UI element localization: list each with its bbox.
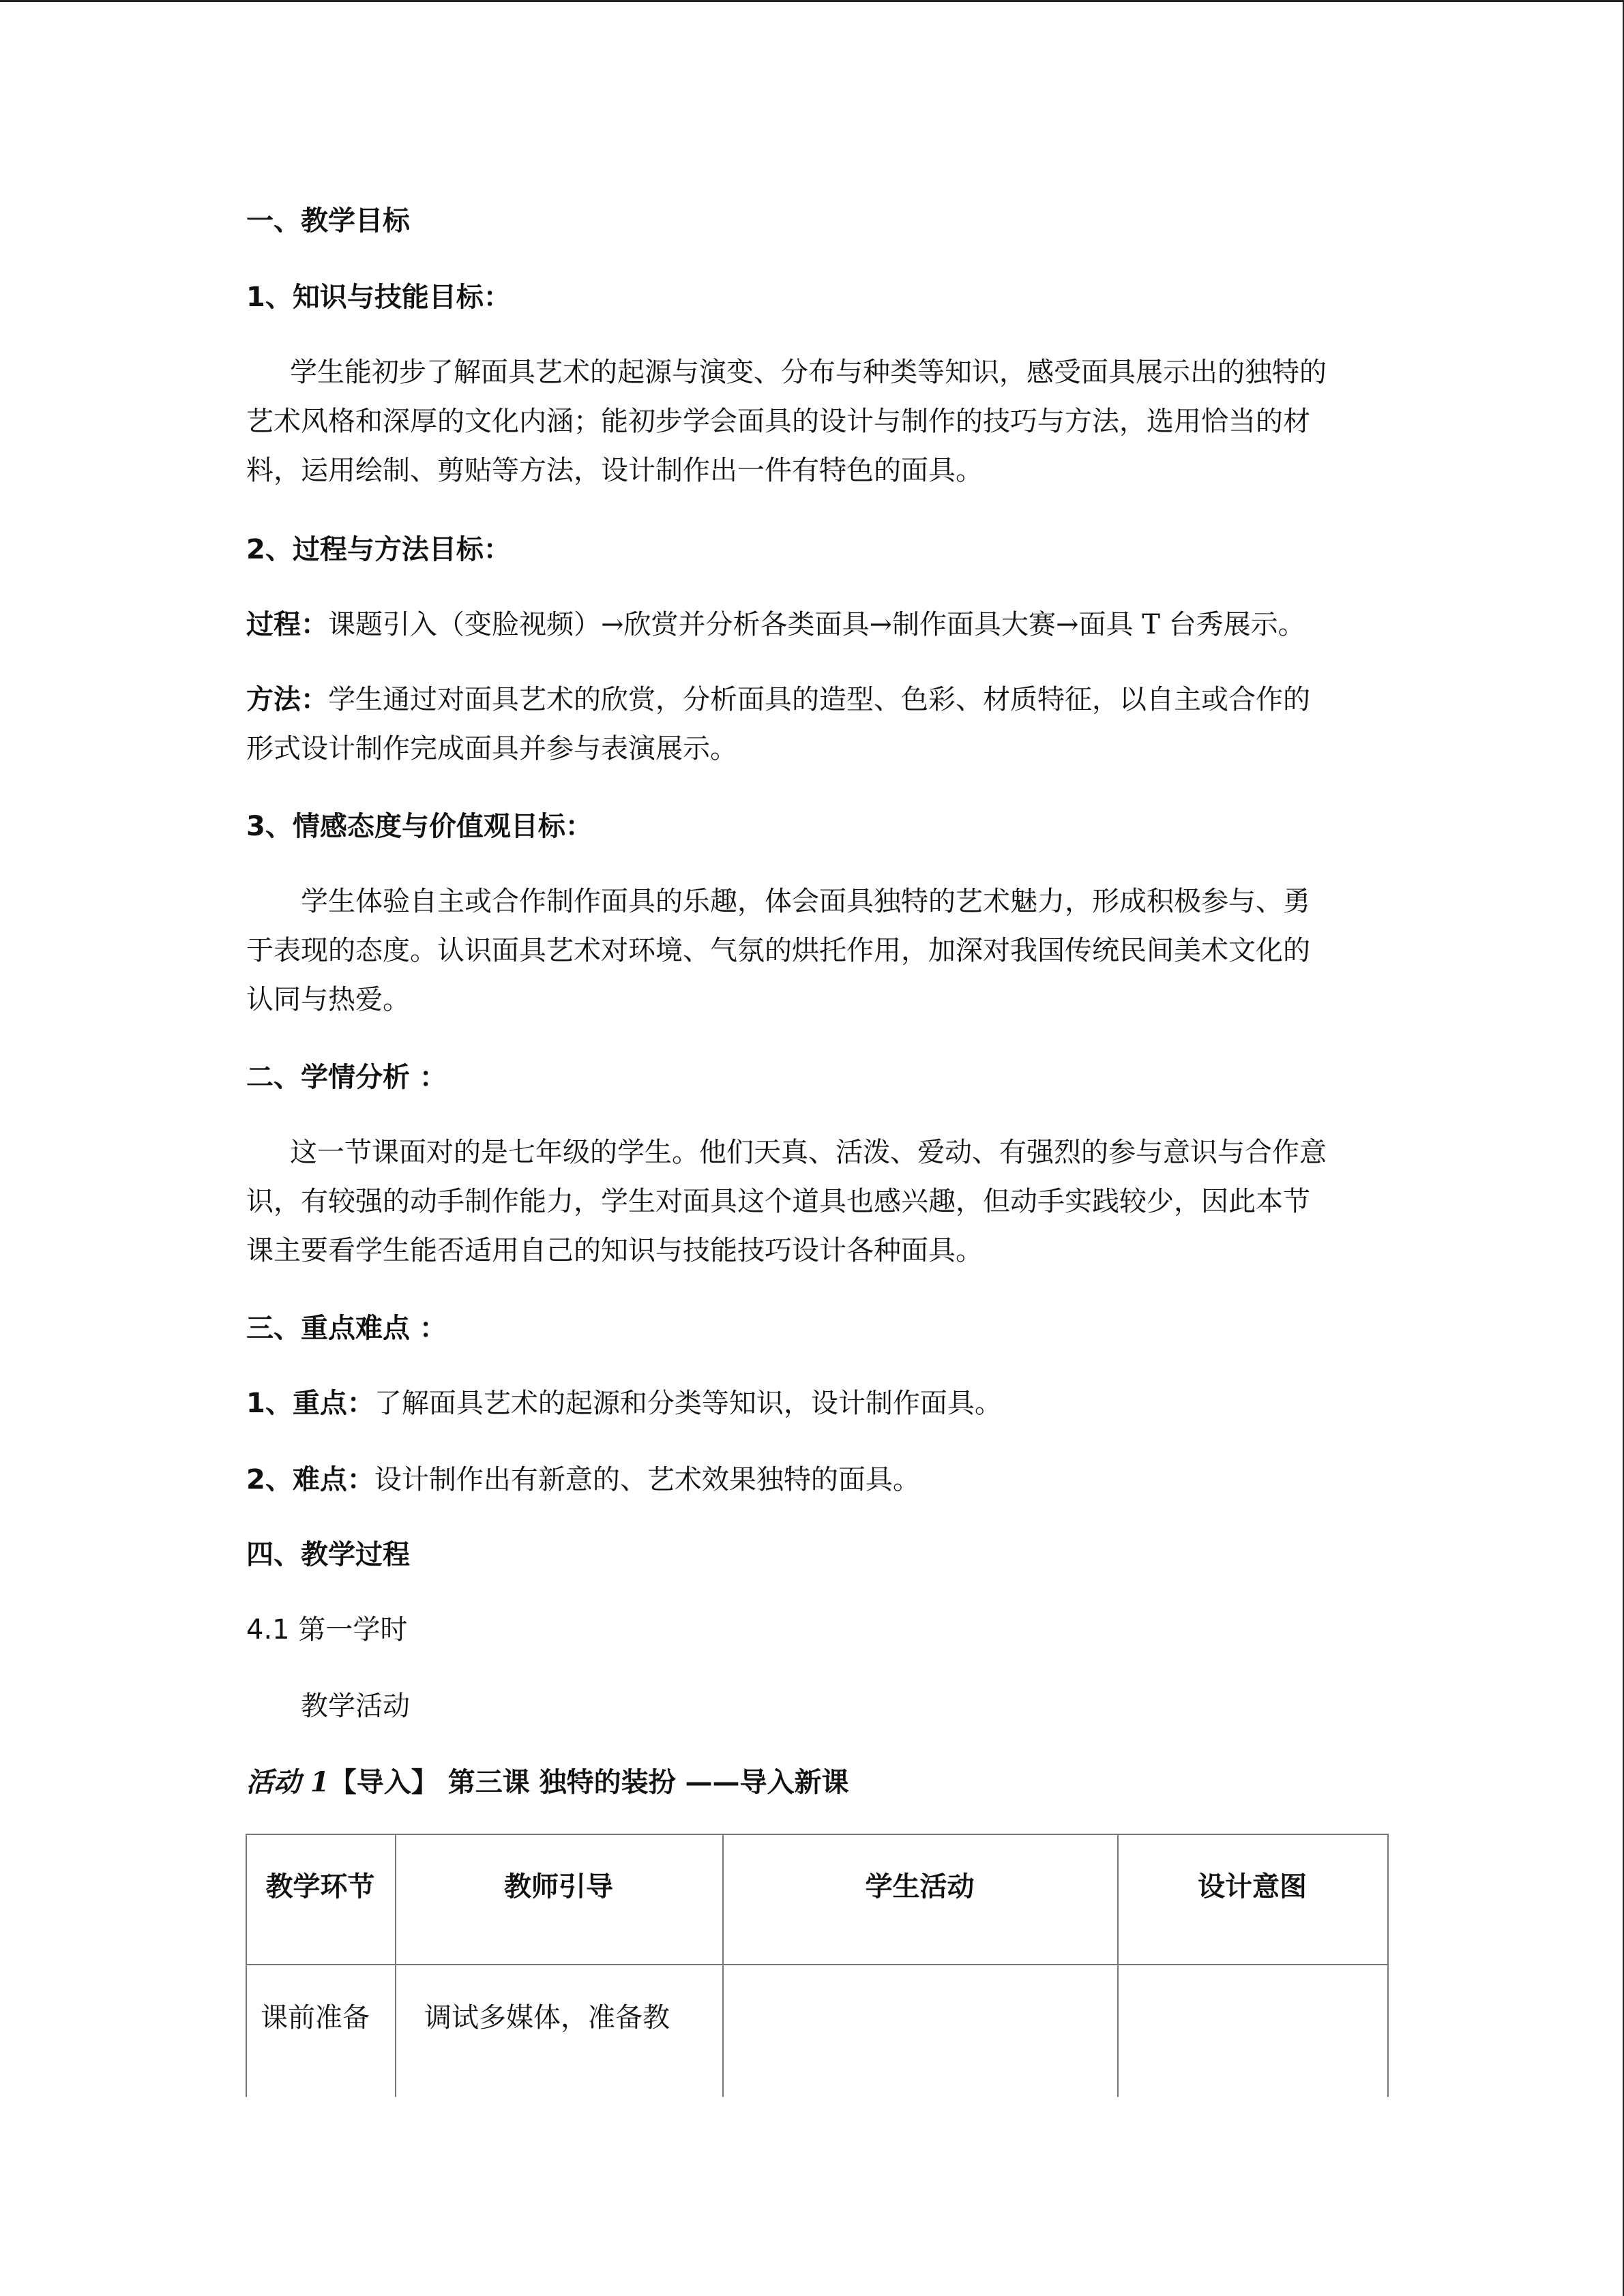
paragraph-line: 形式设计制作完成面具并参与表演展示。 xyxy=(246,733,737,764)
key-point-line xyxy=(246,1386,1002,1421)
table-cell: 课前准备 xyxy=(261,2002,370,2033)
activity-heading: 教学活动 xyxy=(301,1690,410,1722)
activity-label: 活动 1 xyxy=(246,1766,329,1798)
process-label: 过程： xyxy=(246,608,328,640)
section-3-title: 三、重点难点 ： xyxy=(246,1313,447,1344)
subsection-4-1: 4.1 第一学时 xyxy=(246,1614,408,1645)
difficulty-line xyxy=(246,1462,920,1497)
section-1-2-title: 2、过程与方法目标： xyxy=(246,534,511,565)
method-text: 学生通过对面具艺术的欣赏，分析面具的造型、色彩、材质特征，以自主或合作的 xyxy=(328,684,1310,715)
method-line xyxy=(246,682,1310,717)
activity-title-text: 【导入】 第三课 独特的装扮 ——导入新课 xyxy=(329,1767,849,1798)
table-header-cell: 教学环节 xyxy=(265,1871,375,1903)
table-header-cell: 教师引导 xyxy=(504,1871,613,1903)
paragraph-line: 课主要看学生能否适用自己的知识与技能技巧设计各种面具。 xyxy=(246,1235,983,1266)
table-border xyxy=(246,1964,1389,1965)
section-4-title: 四、教学过程 xyxy=(246,1539,410,1570)
activity-1-title xyxy=(246,1765,849,1800)
method-label: 方法： xyxy=(246,683,328,715)
section-1-3-title: 3、情感态度与价值观目标： xyxy=(246,811,593,842)
table-border xyxy=(1387,1834,1389,2097)
paragraph-line: 于表现的态度。认识面具艺术对环境、气氛的烘托作用，加深对我国传统民间美术文化的 xyxy=(246,935,1310,966)
paragraph-line: 学生体验自主或合作制作面具的乐趣，体会面具独特的艺术魅力，形成积极参与、勇 xyxy=(301,886,1310,917)
key-point-label: 1、重点： xyxy=(246,1388,374,1419)
key-point-text: 了解面具艺术的起源和分类等知识，设计制作面具。 xyxy=(374,1388,1002,1419)
activity-table xyxy=(246,1834,1389,2097)
process-line xyxy=(246,607,1305,642)
process-text: 课题引入（变脸视频）→欣赏并分析各类面具→制作面具大赛→面具 T 台秀展示。 xyxy=(328,609,1305,640)
table-cell: 调试多媒体，准备教 xyxy=(424,2002,670,2033)
paragraph-line: 识，有较强的动手制作能力，学生对面具这个道具也感兴趣，但动手实践较少，因此本节 xyxy=(246,1186,1310,1217)
difficulty-label: 2、难点： xyxy=(246,1464,374,1495)
paragraph-line: 学生能初步了解面具艺术的起源与演变、分布与种类等知识，感受面具展示出的独特的 xyxy=(290,357,1327,388)
paragraph-line: 认同与热爱。 xyxy=(246,984,410,1015)
section-1-1-title: 1、知识与技能目标： xyxy=(246,282,511,313)
page-top-border xyxy=(0,0,1624,2)
table-header-cell: 设计意图 xyxy=(1198,1871,1307,1903)
table-border xyxy=(246,1834,1389,1835)
difficulty-text: 设计制作出有新意的、艺术效果独特的面具。 xyxy=(374,1464,920,1495)
section-1-title: 一、教学目标 xyxy=(246,205,410,237)
paragraph-line: 这一节课面对的是七年级的学生。他们天真、活泼、爱动、有强烈的参与意识与合作意 xyxy=(290,1137,1327,1168)
section-2-title: 二、学情分析 ： xyxy=(246,1062,447,1093)
paragraph-line: 艺术风格和深厚的文化内涵；能初步学会面具的设计与制作的技巧与方法，选用恰当的材 xyxy=(246,406,1310,437)
paragraph-line: 料，运用绘制、剪贴等方法，设计制作出一件有特色的面具。 xyxy=(246,455,983,486)
table-header-cell: 学生活动 xyxy=(865,1871,975,1903)
